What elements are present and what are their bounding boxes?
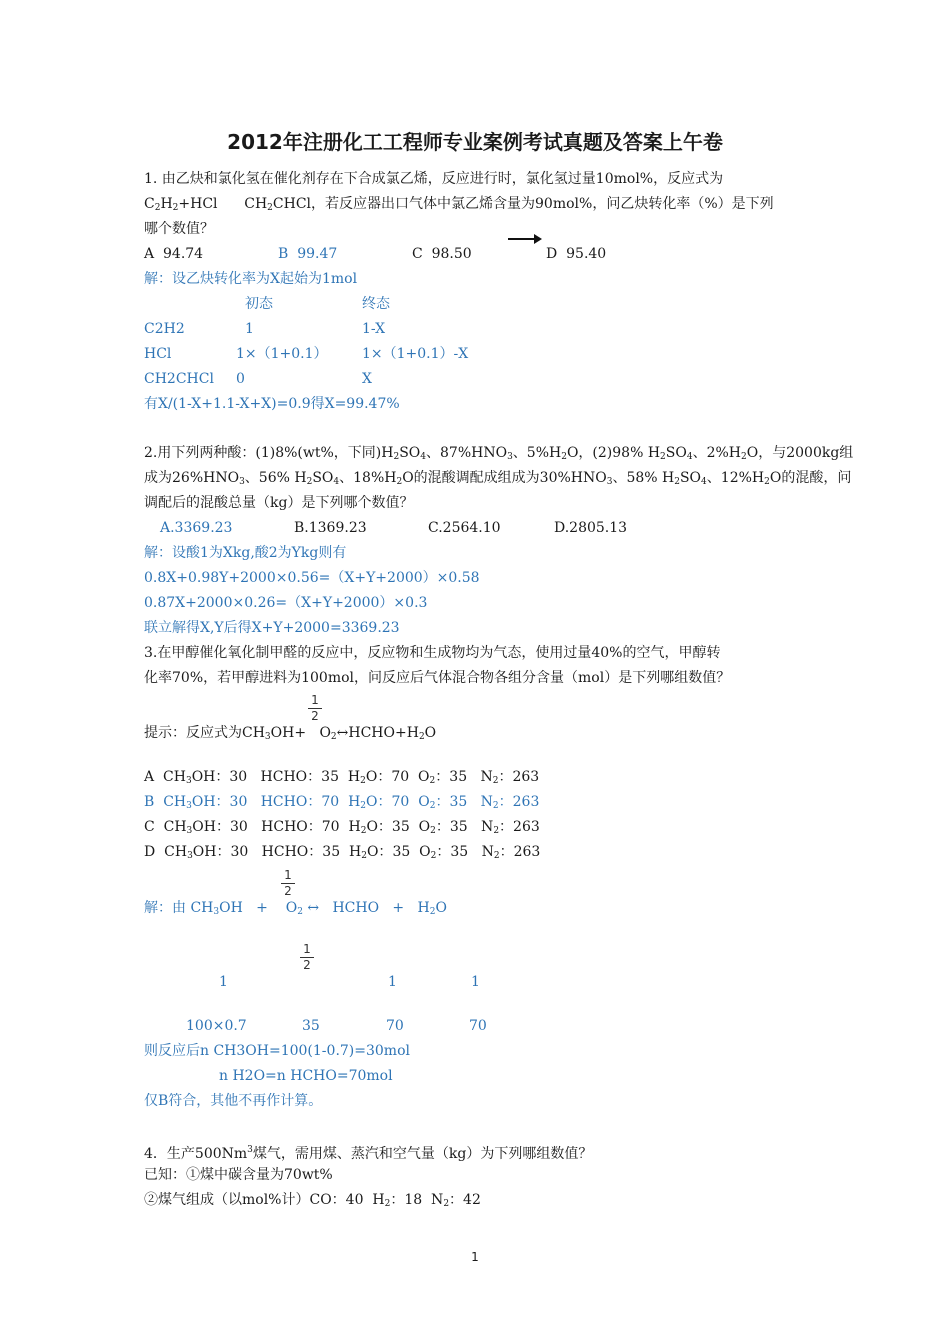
q2-option-c: C.2564.10 — [428, 520, 501, 536]
q1-header-initial: 初态 — [245, 296, 273, 312]
q1-eq-right2: CHCl，若反应器出口气体中氯乙烯含量为90mol%，问乙炔转化率（%）是下列 — [272, 196, 774, 212]
q1-option-a: A 94.74 — [144, 246, 204, 262]
q1-option-c: C 98.50 — [412, 246, 472, 262]
q2-solution-eq2: 0.87X+2000×0.26=（X+Y+2000）×0.3 — [144, 595, 428, 611]
q3-option-b: B $CH_3OH$：30 HCHO：70 $H_2O$：70 $O_2$：35 $N_2$：263 — [144, 794, 540, 811]
q3-line2: 化率70%，若甲醇进料为100mol，问反应后气体混合物各组分含量（mol）是下列哪组数值？ — [144, 670, 731, 686]
q3-ratio-ch3oh: 1 — [219, 974, 228, 990]
q1-row-c2h2-final: 1-X — [362, 321, 386, 337]
q1-row-c2h2-label: C2H2 — [144, 321, 185, 337]
q2-solution-intro: 解：设酸1为Xkg,酸2为Ykg则有 — [144, 545, 347, 561]
q1-solution-result: 有X/(1-X+1.1-X+X)=0.9得X=99.47% — [144, 396, 400, 412]
q1-header-final: 终态 — [362, 296, 390, 312]
q3-line1: 3.在甲醇催化氧化制甲醛的反应中，反应物和生成物均为气态，使用过量40%的空气，甲醇转 — [144, 645, 721, 661]
q2-option-b: B.1369.23 — [294, 520, 367, 536]
q2-solution-result: 联立解得X,Y后得X+Y+2000=3369.23 — [144, 620, 400, 636]
q1-eq-left: HCl — [190, 196, 218, 212]
q4-line2: 已知：①煤中碳含量为70wt% — [144, 1167, 333, 1183]
q3-amount-ch3oh: 100×0.7 — [186, 1018, 247, 1034]
q1-row-ch2chcl-final: X — [362, 371, 372, 387]
q2-line1: 2.用下列两种酸：(1)8%(wt%，下同)$H_2SO_4$、$87\%HNO_3$、$5\%H_2O$，(2)98% $H_2SO_4$、$2\%H_2O$，与2000kg组 — [144, 445, 854, 462]
q2-option-d: D.2805.13 — [554, 520, 628, 536]
q3-option-c: C $CH_3OH$：30 HCHO：70 $H_2O$：35 $O_2$：35 $N_2$：263 — [144, 819, 540, 836]
q1-row-ch2chcl-label: CH2CHCl — [144, 371, 214, 387]
q1-line1: 1. 由乙炔和氯化氢在催化剂存在下合成氯乙烯，反应进行时，氯化氢过量10mol%，反应式为 — [144, 171, 724, 187]
page-number: 1 — [471, 1250, 479, 1264]
q3-hint: 提示：反应式为$CH_3OH+$ $O_2\leftrightarrow HCHO+H_2O$ — [144, 725, 437, 742]
q1-line3: 哪个数值？ — [144, 221, 214, 237]
q4-line3: ②煤气组成（以mol%计）CO：40 $H_2$：18 $N_2$：42 — [144, 1192, 481, 1209]
q1-option-b: B 99.47 — [278, 246, 338, 262]
q1-eq-right: CH — [244, 196, 268, 212]
q3-solution-fraction: 1 2 — [281, 869, 295, 898]
page-title: 2012年注册化工工程师专业案例考试真题及答案上午卷 — [227, 130, 723, 154]
q2-line2: 成为$26\%HNO_3$、56% $H_2SO_4$、$18\%H_2O$的混酸调配成组成为$30\%HNO_3$、58% $H_2SO_4$、$12\%H_2O$的混酸，问 — [144, 470, 852, 487]
q1-row-hcl-label: HCl — [144, 346, 172, 362]
q3-hint-fraction: 1 2 — [308, 694, 322, 723]
q3-amount-o2: 35 — [302, 1018, 320, 1034]
q3-ratio-hcho: 1 — [388, 974, 397, 990]
q3-after-line3: 仅B符合，其他不再作计算。 — [144, 1093, 323, 1109]
q3-after-line1: 则反应后n CH3OH=100(1-0.7)=30mol — [144, 1043, 410, 1059]
q3-after-line2: n H2O=n HCHO=70mol — [219, 1068, 393, 1084]
q1-option-d: D 95.40 — [546, 246, 607, 262]
reaction-arrow-icon — [508, 238, 540, 240]
q1-line2: $C_2H_2+HCl$ $CH_2CHCl$，若反应器出口气体中氯乙烯含量为90mol%，问乙炔转化率（%）是下列 — [144, 196, 774, 213]
q2-line3: 调配后的混酸总量（kg）是下列哪个数值？ — [144, 495, 414, 511]
q1-row-hcl-initial: 1×（1+0.1） — [236, 346, 328, 362]
q3-solution-equation: 解：由 $CH_3OH$ + $O_2$ ↔ HCHO + $H_2O$ — [144, 900, 447, 917]
q3-ratio-fraction: 1 2 — [300, 943, 314, 972]
q1-row-hcl-final: 1×（1+0.1）-X — [362, 346, 469, 362]
q1-solution-intro: 解：设乙炔转化率为X起始为1mol — [144, 271, 358, 287]
q3-ratio-h2o: 1 — [471, 974, 480, 990]
q3-option-d: D $CH_3OH$：30 HCHO：35 $H_2O$：35 $O_2$：35 $N_2$：263 — [144, 844, 541, 861]
q4-line1: 4．生产500Nm$^3$煤气，需用煤、蒸汽和空气量（kg）为下列哪组数值？ — [144, 1145, 593, 1162]
q3-amount-hcho: 70 — [386, 1018, 404, 1034]
q2-solution-eq1: 0.8X+0.98Y+2000×0.56=（X+Y+2000）×0.58 — [144, 570, 480, 586]
q3-amount-h2o: 70 — [469, 1018, 487, 1034]
q2-option-a: A.3369.23 — [160, 520, 233, 536]
q1-row-c2h2-initial: 1 — [245, 321, 254, 337]
q3-option-a: A $CH_3OH$：30 HCHO：35 $H_2O$：70 $O_2$：35 $N_2$：263 — [144, 769, 540, 786]
q1-row-ch2chcl-initial: 0 — [236, 371, 245, 387]
